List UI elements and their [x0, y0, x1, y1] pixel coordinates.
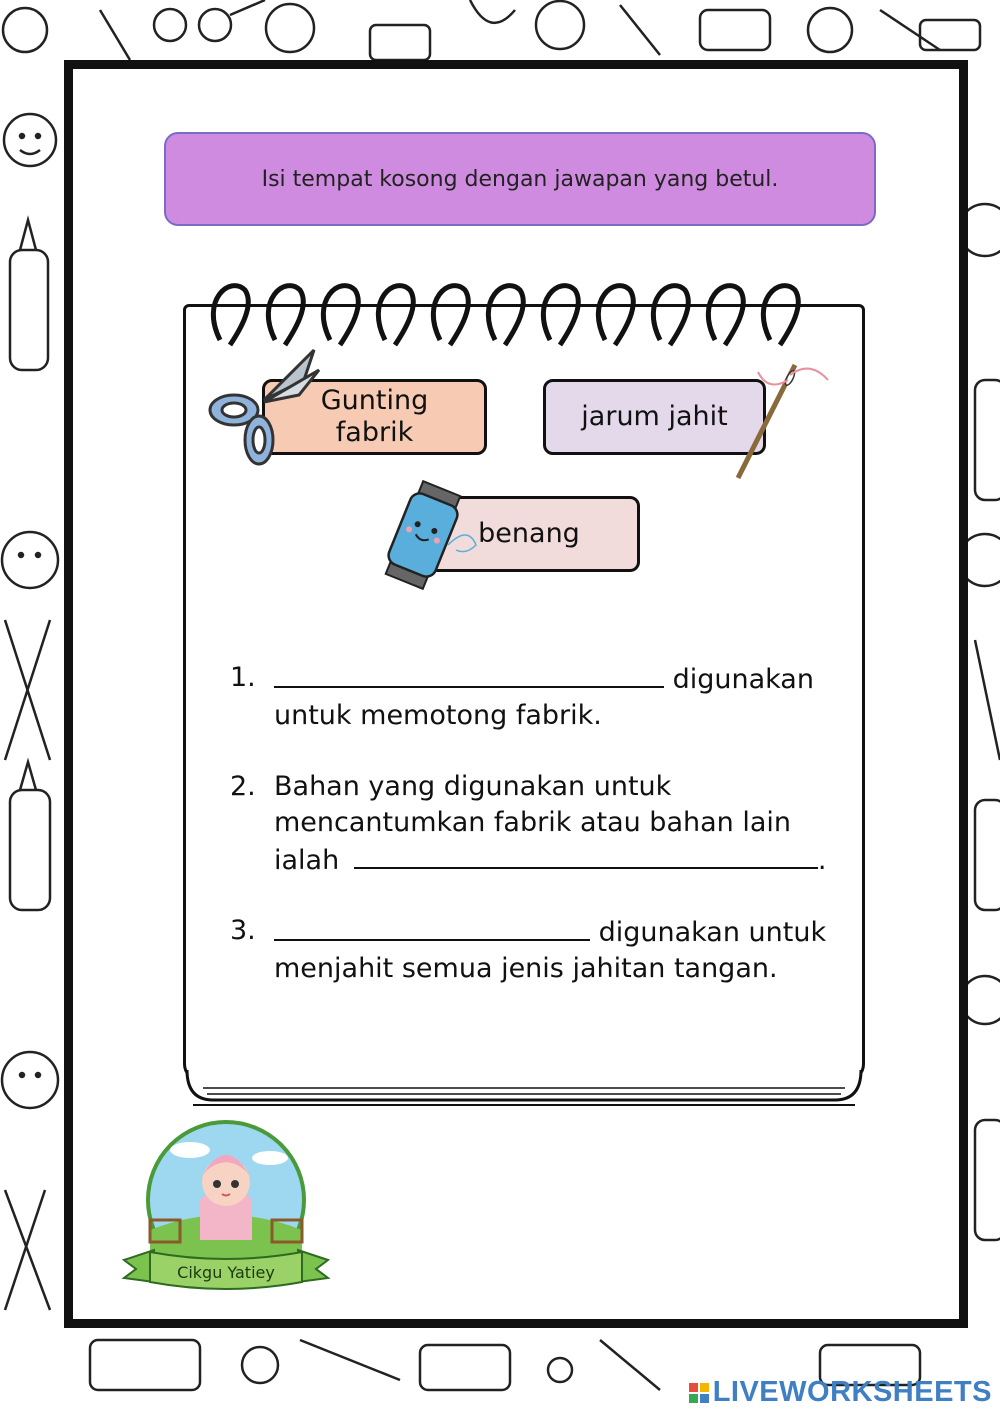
liveworksheets-watermark[interactable]: [689, 1376, 992, 1409]
question-2-line3: ialah: [274, 845, 340, 876]
notebook-page-edges: [183, 1060, 865, 1110]
question-1-line2: untuk memotong fabrik.: [274, 700, 602, 731]
question-3-text: digunakan untuk: [598, 917, 827, 948]
question-2-number: 2.: [230, 771, 256, 802]
answer-blank-1[interactable]: [274, 660, 664, 688]
scissors-icon: [204, 340, 324, 468]
question-1-number: 1.: [230, 662, 256, 693]
instruction-banner: [164, 132, 876, 226]
question-2-period: .: [817, 845, 827, 876]
teacher-logo: [120, 1120, 332, 1300]
question-3-line2: menjahit semua jenis jahitan tangan.: [274, 953, 778, 984]
answer-blank-3[interactable]: [274, 913, 590, 941]
needle-icon: [730, 360, 830, 484]
logo-name: Cikgu Yatiey: [177, 1263, 275, 1282]
instruction-text: Isi tempat kosong dengan jawapan yang betul.: [261, 166, 779, 192]
liveworksheets-logo-icon: [689, 1383, 709, 1403]
question-3-number: 3.: [230, 915, 256, 946]
gunting-label-line2: fabrik: [335, 417, 414, 448]
liveworksheets-text: LIVEWORKSHEETS: [712, 1376, 992, 1408]
answer-blank-2[interactable]: [354, 841, 818, 869]
benang-label: benang: [478, 517, 580, 549]
thread-spool-icon: [368, 475, 478, 595]
question-1-text: digunakan: [672, 664, 814, 695]
jarum-label: jarum jahit: [581, 400, 728, 432]
question-2-line2: mencantumkan fabrik atau bahan lain: [274, 807, 792, 838]
gunting-label-line1: Gunting: [320, 384, 429, 416]
question-2-line1: Bahan yang digunakan untuk: [274, 771, 672, 802]
